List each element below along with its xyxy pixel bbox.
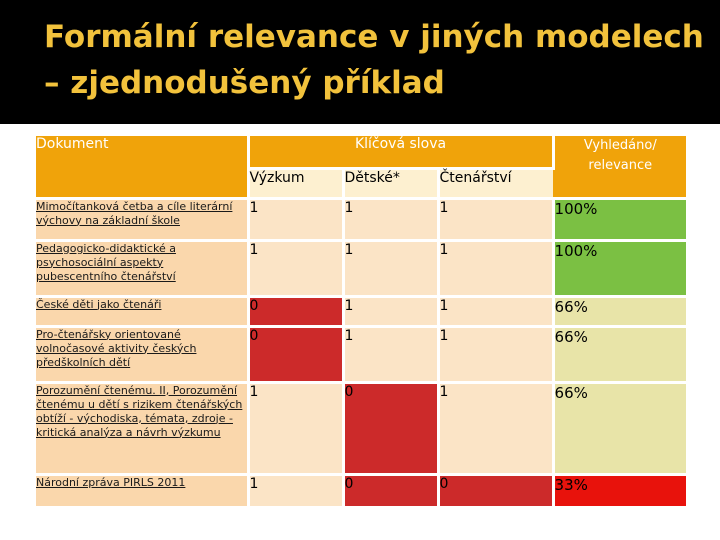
keyword-match-cell: 0 [438, 474, 553, 506]
table-row [36, 198, 686, 240]
document-title: Pedagogicko-didaktické a psychosociální aspekty pubescentního čtenářství [36, 240, 248, 296]
relevance-cell: 66% [553, 326, 686, 382]
document-title: Porozumění čtenému. II, Porozumění čtenému u dětí s rizikem čtenářských obtíží - východiska, témata, zdroje - kritická analýza a návrh výzkumu [36, 382, 248, 474]
keyword-match-cell: 1 [343, 296, 438, 326]
table-row [36, 296, 686, 326]
keyword-match-cell: 1 [248, 240, 343, 296]
relevance-cell: 66% [553, 382, 686, 474]
slide-title: Formální relevance v jiných modelech – zjednodušený příklad [44, 19, 704, 101]
table-row [36, 326, 686, 382]
keyword-column-header: Dětské* [343, 168, 438, 198]
keyword-match-cell: 1 [343, 240, 438, 296]
keyword-match-cell: 1 [438, 326, 553, 382]
keyword-match-cell: 1 [438, 296, 553, 326]
keyword-relevance-table [36, 136, 686, 506]
keyword-column-header: Výzkum [248, 168, 343, 198]
keyword-match-cell: 1 [248, 382, 343, 474]
relevance-cell: 33% [553, 474, 686, 506]
relevance-cell: 66% [553, 296, 686, 326]
header-keywords: Klíčová slova [248, 136, 553, 168]
keyword-match-cell: 0 [343, 382, 438, 474]
table-row [36, 474, 686, 506]
keyword-match-cell: 1 [438, 198, 553, 240]
document-title: Pro-čtenářsky orientované volnočasové aktivity českých předškolních dětí [36, 326, 248, 382]
keyword-match-cell: 0 [248, 296, 343, 326]
document-title: Národní zpráva PIRLS 2011 [36, 474, 248, 506]
header-result: Vyhledáno/ relevance [553, 136, 686, 198]
relevance-cell: 100% [553, 198, 686, 240]
keyword-match-cell: 1 [248, 474, 343, 506]
header-document: Dokument [36, 136, 248, 198]
relevance-cell: 100% [553, 240, 686, 296]
keyword-column-header: Čtenářství [438, 168, 553, 198]
keyword-match-cell: 1 [343, 198, 438, 240]
document-title: České děti jako čtenáři [36, 296, 248, 326]
keyword-match-cell: 0 [248, 326, 343, 382]
keyword-match-cell: 0 [343, 474, 438, 506]
table-row [36, 382, 686, 474]
keyword-match-cell: 1 [343, 326, 438, 382]
document-title: Mimočítanková četba a cíle literární výchovy na základní škole [36, 198, 248, 240]
keyword-match-cell: 1 [438, 240, 553, 296]
keyword-match-cell: 1 [438, 382, 553, 474]
table-row [36, 240, 686, 296]
keyword-match-cell: 1 [248, 198, 343, 240]
